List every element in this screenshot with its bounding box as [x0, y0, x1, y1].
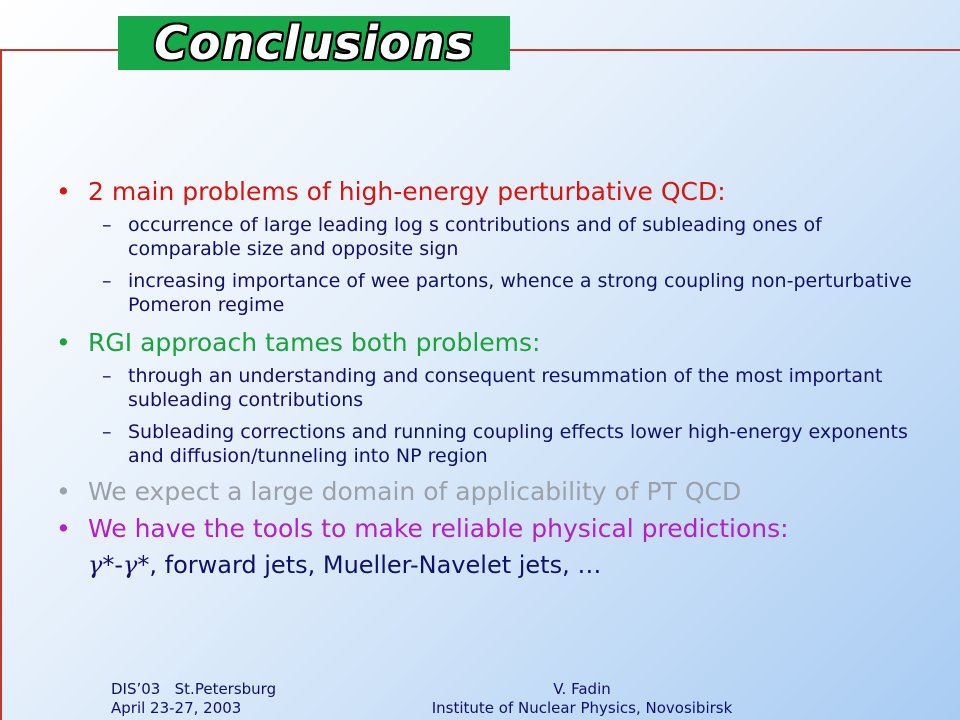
subitem-text: occurrence of large leading log s contributions and of subleading ones of comparable size and opposite sign — [128, 214, 822, 260]
gamma-symbol: γ — [123, 551, 138, 579]
slide-title: Conclusions — [154, 16, 474, 70]
subitem-leading-log — [56, 213, 936, 261]
bullet-dot-icon: • — [56, 514, 71, 543]
dash-icon: – — [102, 421, 112, 443]
bullet-text: We have the tools to make reliable physical predictions: — [88, 514, 789, 543]
title-banner — [118, 16, 510, 70]
dash-icon: – — [102, 270, 112, 292]
left-rule — [0, 49, 2, 720]
bullet-text: RGI approach tames both problems: — [88, 328, 541, 357]
footer-author-institute: Institute of Nuclear Physics, Novosibirsk — [431, 699, 733, 717]
processes-line — [56, 550, 936, 580]
subitem-wee-partons — [56, 269, 936, 317]
bullet-rgi — [56, 327, 936, 358]
subitem-text: increasing importance of wee partons, whence a strong coupling non-perturbative Pomeron regime — [128, 270, 912, 316]
footer-author — [396, 680, 768, 718]
bullet-dot-icon: • — [56, 328, 71, 357]
dash-icon: – — [102, 365, 112, 387]
dash-icon: – — [102, 214, 112, 236]
footer-conference-date: April 23-27, 2003 — [111, 699, 242, 717]
processes-text: *, forward jets, Mueller-Navelet jets, … — [137, 551, 602, 579]
subitem-running-coupling — [56, 420, 936, 468]
subitem-resummation — [56, 364, 936, 412]
gamma-symbol: γ — [88, 551, 103, 579]
footer-author-name: V. Fadin — [553, 680, 611, 698]
bullet-text: 2 main problems of high-energy perturbative QCD: — [88, 177, 726, 206]
bullet-problems — [56, 176, 936, 207]
slide-content — [56, 176, 936, 580]
bullet-dot-icon: • — [56, 477, 71, 506]
bullet-text: We expect a large domain of applicability of PT QCD — [88, 477, 742, 506]
subitem-text: through an understanding and consequent resummation of the most important subleading contributions — [128, 365, 883, 411]
bullet-applicability — [56, 476, 936, 507]
star-dash: *- — [102, 551, 124, 579]
footer-conference-name: DIS’03 St.Petersburg — [111, 680, 277, 698]
footer-conference — [111, 680, 276, 718]
bullet-tools — [56, 513, 936, 544]
bullet-dot-icon: • — [56, 177, 71, 206]
subitem-text: Subleading corrections and running coupling effects lower high-energy exponents and diffusion/tunneling into NP region — [128, 421, 908, 467]
